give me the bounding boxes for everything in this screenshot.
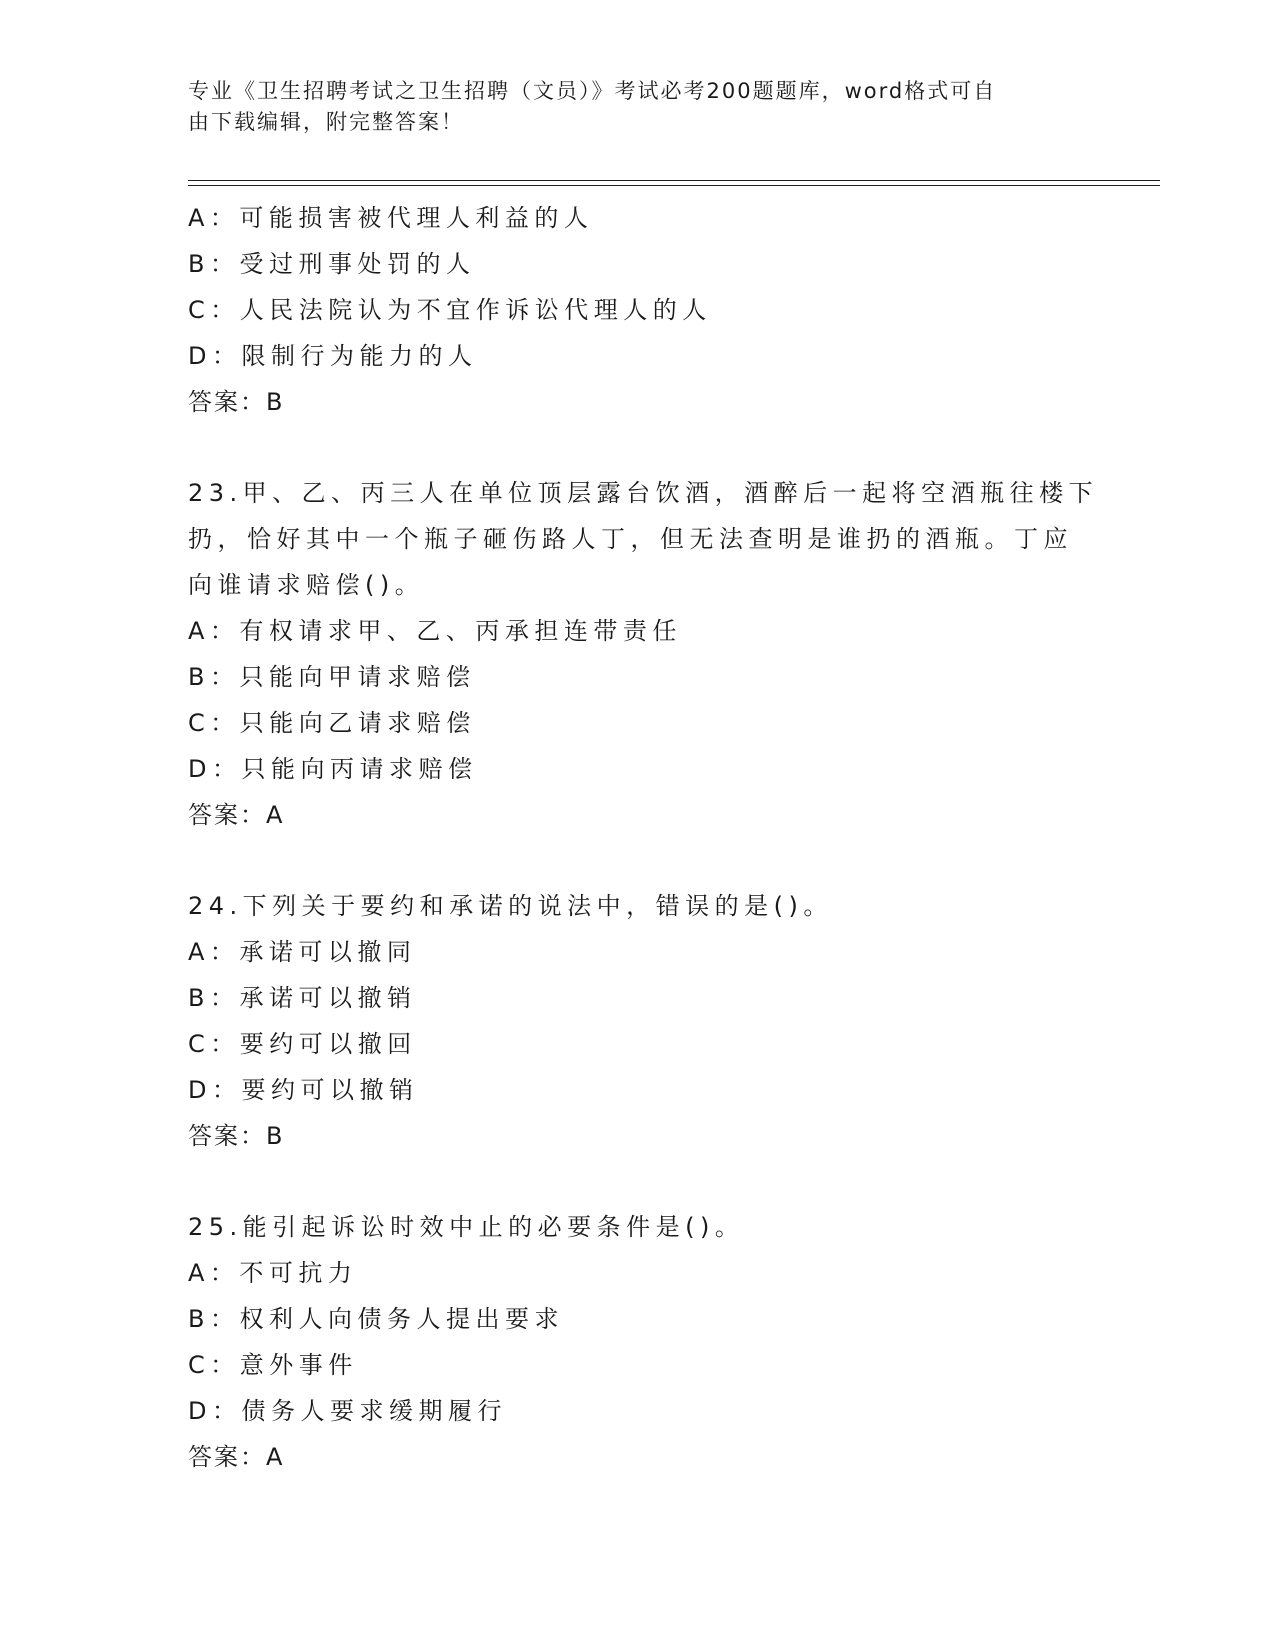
answer-line: 答案：A [188, 1443, 285, 1471]
question-25 [188, 1204, 1088, 1480]
header-divider-top [188, 180, 1160, 181]
question-23 [188, 470, 1099, 838]
option-d: D：债务人要求缓期履行 [188, 1397, 507, 1425]
option-d: D：要约可以撤销 [188, 1076, 419, 1104]
option-a: A：不可抗力 [188, 1259, 358, 1287]
option-b: B：只能向甲请求赔偿 [188, 663, 476, 691]
option-b: B：承诺可以撤销 [188, 984, 417, 1012]
option-b: B：权利人向债务人提出要求 [188, 1305, 564, 1333]
option-a: A：承诺可以撤同 [188, 938, 417, 966]
question-stem-line: 向谁请求赔偿()。 [188, 571, 425, 599]
header-divider-bottom [188, 185, 1160, 186]
header-line-2: 由下载编辑，附完整答案！ [188, 110, 464, 134]
option-c: C：要约可以撤回 [188, 1030, 417, 1058]
question-stem-line: 25.能引起诉讼时效中止的必要条件是()。 [188, 1213, 745, 1241]
question-spacer [188, 425, 1088, 470]
question-stem-line: 扔，恰好其中一个瓶子砸伤路人丁，但无法查明是谁扔的酒瓶。丁应 [188, 525, 1073, 553]
question-spacer [188, 1159, 1088, 1204]
answer-line: 答案：A [188, 801, 285, 829]
option-c: C：只能向乙请求赔偿 [188, 709, 476, 737]
option-a: A：有权请求甲、乙、丙承担连带责任 [188, 617, 682, 645]
document-header [188, 76, 1068, 138]
option-d: D：限制行为能力的人 [188, 342, 478, 370]
option-a: A：可能损害被代理人利益的人 [188, 204, 594, 232]
answer-line: 答案：B [188, 1122, 285, 1150]
question-spacer [188, 838, 1088, 883]
question-content [188, 195, 1099, 1480]
question-fragment [188, 195, 1088, 425]
header-line-1: 专业《卫生招聘考试之卫生招聘（文员）》考试必考200题题库，word格式可自 [188, 79, 997, 103]
option-c: C：意外事件 [188, 1351, 358, 1379]
option-b: B：受过刑事处罚的人 [188, 250, 476, 278]
question-24 [188, 883, 1088, 1159]
question-stem-line: 23.甲、乙、丙三人在单位顶层露台饮酒，酒醉后一起将空酒瓶往楼下 [188, 479, 1099, 507]
question-stem-line: 24.下列关于要约和承诺的说法中，错误的是()。 [188, 892, 833, 920]
option-c: C：人民法院认为不宜作诉讼代理人的人 [188, 296, 712, 324]
answer-line: 答案：B [188, 388, 285, 416]
option-d: D：只能向丙请求赔偿 [188, 755, 478, 783]
